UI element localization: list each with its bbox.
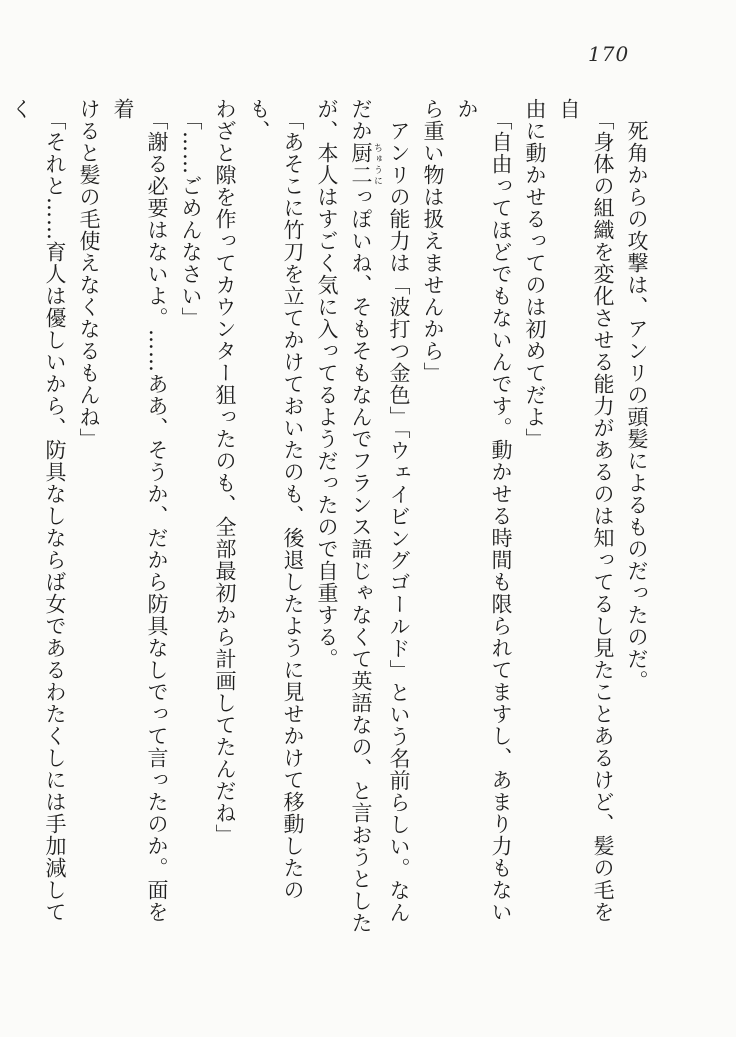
text-line: アンリの能力は「波打つ金色」「ウェイビングゴールド」という名前らしい。なん xyxy=(387,120,411,924)
text-line xyxy=(0,98,4,934)
text-line: 「自由ってほどでもないんです。動かせる時間も限られてますし、あまり力もないか xyxy=(455,98,513,923)
text-line: 死角からの攻撃は、アンリの頭髪によるものだったのだ。 xyxy=(625,120,649,692)
body-text xyxy=(0,98,654,934)
furigana: ちゅうに xyxy=(372,142,382,186)
text-line: 「身体の組織を変化させる能力があるのは知ってるし見たことあるけど、髪の毛を自 xyxy=(557,98,615,923)
text-line: 「あそこに竹刀を立てかけておいたのも、後退したように見せかけて移動したのも、 xyxy=(247,98,305,901)
text-line: 「……ごめんなさい」 xyxy=(179,109,203,329)
text-line: だか厨二 ちゅうにっぽいね、そもそもなんでフランス語じゃなくて英語なの、と言おうとした xyxy=(349,98,382,934)
text-line: ら重い物は扱えませんから」 xyxy=(421,98,445,384)
text-line: 「それと……育人は優しいから、防具なしならば女であるわたくしには手加減してく xyxy=(9,98,67,923)
text-line: が、本人はすごく気に入ってるようだったので自重する。 xyxy=(315,98,339,670)
text-line: わざと隙を作ってカウンター狙ったのも、全部最初から計画してたんだね」 xyxy=(213,98,237,846)
text-line: けると髪の毛使えなくなるもんね」 xyxy=(77,98,101,450)
text-line: 「謝る必要はないよ。……ああ、そうか、だから防具なしでって言ったのか。面を着 xyxy=(111,98,169,923)
page-number: 170 xyxy=(588,42,630,66)
text-line: 由に動かせるってのは初めてだよ」 xyxy=(523,98,547,450)
ruby-annotated-word: 厨二 ちゅうに xyxy=(349,142,382,186)
